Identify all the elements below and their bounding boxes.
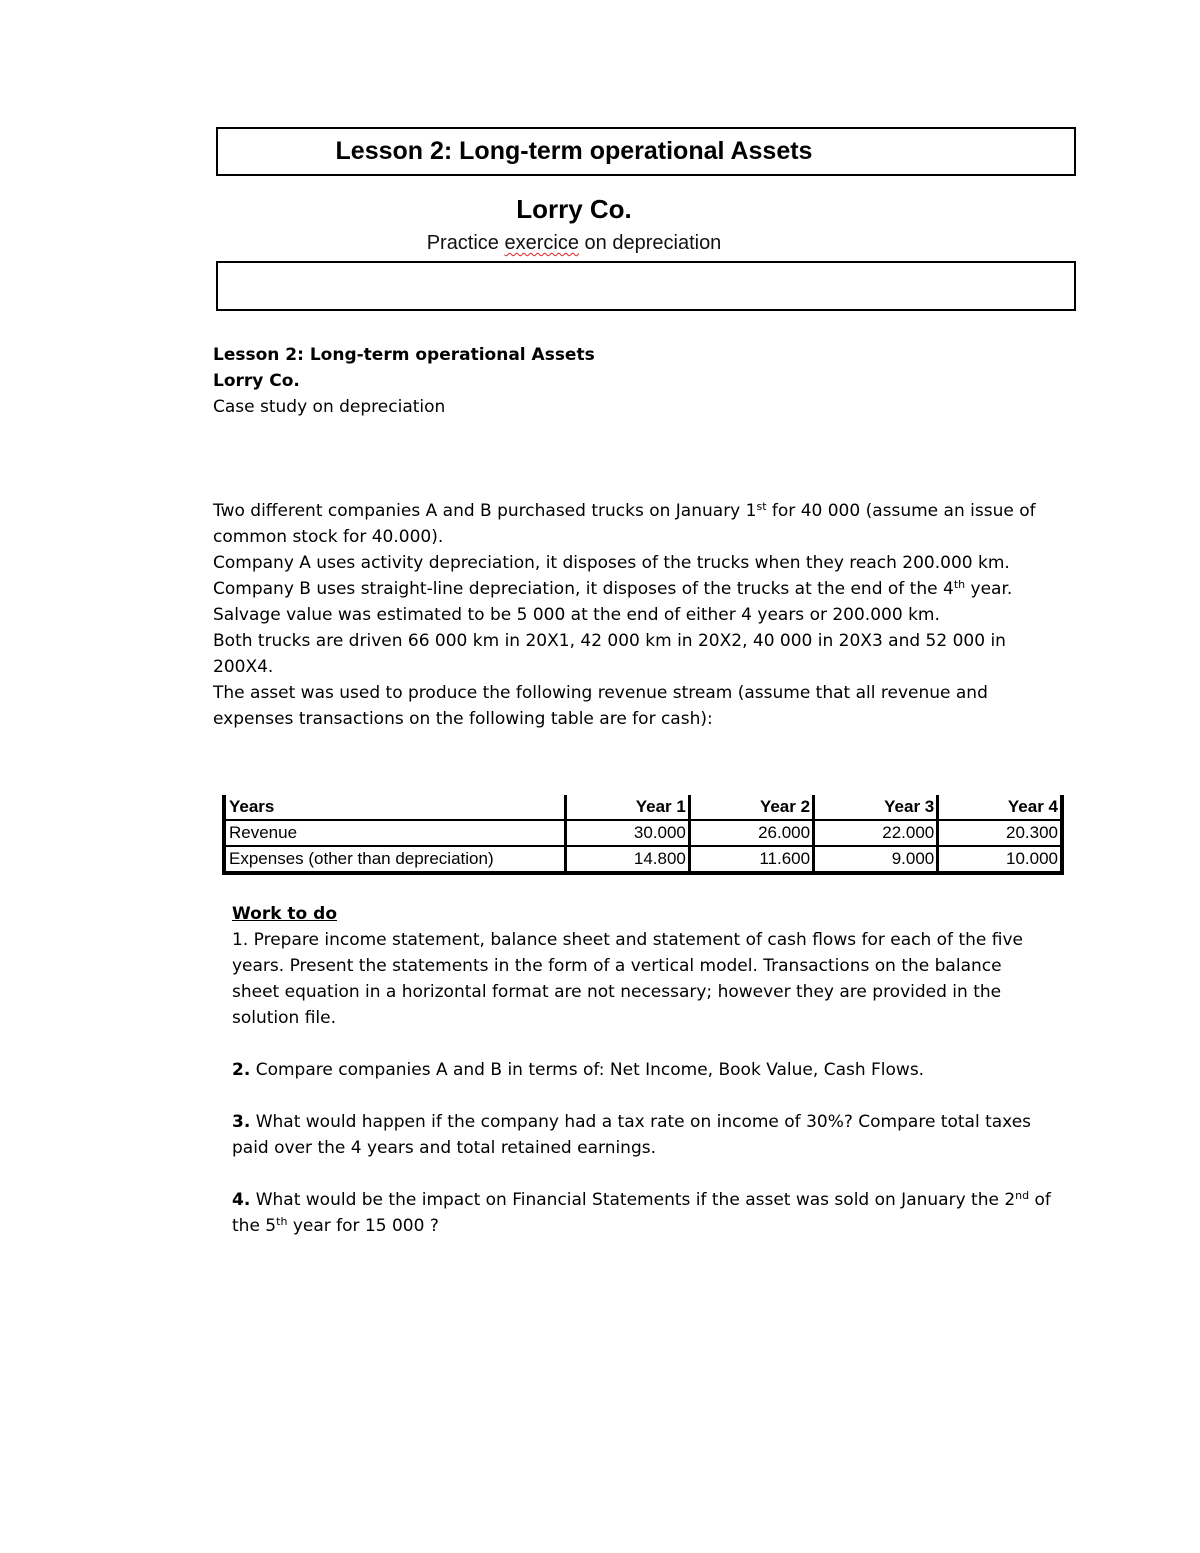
work-heading: Work to do: [232, 904, 338, 924]
superscript: th: [276, 1215, 288, 1228]
text-run: year.: [965, 579, 1013, 599]
table-cell: 30.000: [565, 820, 689, 846]
question-number: 3.: [232, 1112, 251, 1132]
superscript: st: [756, 500, 767, 513]
table-cell: 14.800: [565, 846, 689, 873]
document-header: [213, 342, 1053, 420]
question-number: 1.: [232, 930, 249, 950]
table-cell: Expenses (other than depreciation): [224, 846, 565, 873]
revenue-table: [222, 795, 1064, 875]
lesson-title-box: [216, 127, 1076, 176]
superscript: nd: [1015, 1189, 1030, 1202]
text-run: Two different companies A and B purchased trucks on January 1: [213, 501, 757, 521]
table-cell: 22.000: [814, 820, 938, 846]
question-number: 2.: [232, 1060, 251, 1080]
question-2: [232, 1057, 1052, 1083]
question-3: [232, 1109, 1052, 1161]
empty-box: [216, 261, 1076, 311]
intro-text: [213, 498, 1053, 732]
intro-paragraph: Salvage value was estimated to be 5 000 at the end of either 4 years or 200.000 km.: [213, 605, 940, 625]
table-cell: 26.000: [689, 820, 813, 846]
intro-paragraph: Company A uses activity depreciation, it disposes of the trucks when they reach 200.000 km.: [213, 553, 1010, 573]
question-text: year for 15 000 ?: [287, 1216, 439, 1236]
header-lesson: Lesson 2: Long-term operational Assets: [213, 345, 595, 365]
intro-paragraph: [213, 498, 1053, 550]
header-company: Lorry Co.: [213, 371, 300, 391]
intro-paragraph: Both trucks are driven 66 000 km in 20X1, 42 000 km in 20X2, 40 000 in 20X3 and 52 000 in 200X4.: [213, 631, 1006, 677]
table-header-cell: Year 3: [814, 795, 938, 820]
table-cell: 10.000: [938, 846, 1062, 873]
table-cell: 20.300: [938, 820, 1062, 846]
work-section: [232, 901, 1052, 1239]
intro-paragraph: [213, 576, 1053, 602]
question-text: Compare companies A and B in terms of: Net Income, Book Value, Cash Flows.: [250, 1060, 925, 1080]
text-run: for 40 000 (assume an issue of common stock for 40.000).: [213, 501, 1036, 547]
question-text: Prepare income statement, balance sheet and statement of cash flows for each of the five years. Present the statements in the form of a vertical model. Transactions on the balance sheet equation in a horizontal format are not necessary; however they are provided in the solution file.: [232, 930, 1023, 1028]
table-cell: 9.000: [814, 846, 938, 873]
question-text: What would be the impact on Financial Statements if the asset was sold on January the 2: [250, 1190, 1016, 1210]
superscript: th: [953, 578, 966, 591]
question-4: [232, 1187, 1052, 1239]
table-cell: 11.600: [689, 846, 813, 873]
table-row: [224, 846, 1062, 873]
question-1: [232, 927, 1052, 1031]
question-text: What would happen if the company had a tax rate on income of 30%? Compare total taxes paid over the 4 years and total retained earnings.: [232, 1112, 1032, 1158]
table-header-row: [224, 795, 1062, 820]
question-number: 4.: [232, 1190, 251, 1210]
table-cell: Revenue: [224, 820, 565, 846]
lesson-title: Lesson 2: Long-term operational Assets: [335, 137, 813, 165]
subtitle-end: on depreciation: [578, 232, 722, 254]
intro-paragraph: The asset was used to produce the following revenue stream (assume that all revenue and expenses transactions on the following table are for cash):: [213, 683, 988, 729]
header-case: Case study on depreciation: [213, 397, 446, 417]
table-header-cell: Year 2: [689, 795, 813, 820]
company-title: Lorry Co.: [516, 194, 632, 224]
table-header-cell: Years: [224, 795, 565, 820]
subtitle: [218, 232, 930, 255]
table-header-cell: Year 1: [565, 795, 689, 820]
text-run: Company B uses straight-line depreciation, it disposes of the trucks at the end of the 4: [213, 579, 954, 599]
question-text: of the 5: [232, 1190, 1051, 1236]
table-row: [224, 820, 1062, 846]
table-header-cell: Year 4: [938, 795, 1062, 820]
subtitle-start: Practice: [426, 232, 505, 254]
spelling-flagged-word: exercice: [504, 232, 579, 254]
